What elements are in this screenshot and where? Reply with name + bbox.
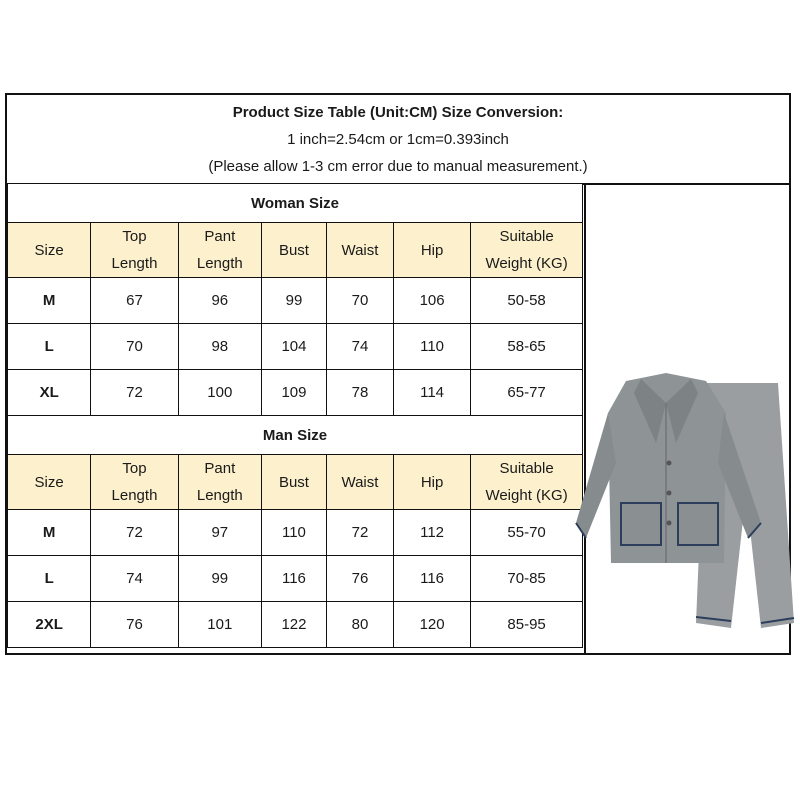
cell: 96 — [178, 278, 261, 324]
pajama-icon — [556, 373, 796, 643]
man-header-row — [8, 455, 583, 510]
cell: 72 — [91, 510, 178, 556]
cell: 99 — [261, 278, 326, 324]
size-chart-header — [7, 95, 789, 185]
col-bust: Bust — [261, 223, 326, 278]
cell: M — [8, 510, 91, 556]
cell: 74 — [326, 324, 393, 370]
woman-size-title: Woman Size — [8, 184, 583, 223]
cell: 72 — [91, 370, 178, 416]
cell: 2XL — [8, 602, 91, 648]
col-weight: Suitable Weight (KG) — [471, 223, 583, 278]
col-waist: Waist — [326, 455, 393, 510]
col-pant-length: Pant Length — [178, 455, 261, 510]
cell: 85-95 — [471, 602, 583, 648]
cell: 109 — [261, 370, 326, 416]
cell: M — [8, 278, 91, 324]
cell: 65-77 — [471, 370, 583, 416]
pajama-set-image — [584, 183, 789, 653]
size-table — [7, 183, 583, 648]
size-tables — [7, 183, 583, 648]
col-bust: Bust — [261, 455, 326, 510]
cell: 70-85 — [471, 556, 583, 602]
man-size-title: Man Size — [8, 416, 583, 455]
cell: 116 — [261, 556, 326, 602]
cell: 74 — [91, 556, 178, 602]
col-hip: Hip — [393, 223, 470, 278]
cell: 100 — [178, 370, 261, 416]
cell: 101 — [178, 602, 261, 648]
cell: 67 — [91, 278, 178, 324]
col-hip: Hip — [393, 455, 470, 510]
col-weight: Suitable Weight (KG) — [471, 455, 583, 510]
size-chart-frame — [5, 93, 791, 655]
cell: 98 — [178, 324, 261, 370]
cell: XL — [8, 370, 91, 416]
cell: 97 — [178, 510, 261, 556]
cell: 112 — [393, 510, 470, 556]
cell: 80 — [326, 602, 393, 648]
cell: 55-70 — [471, 510, 583, 556]
cell: 120 — [393, 602, 470, 648]
table-row — [8, 556, 583, 602]
table-row — [8, 510, 583, 556]
table-row — [8, 278, 583, 324]
cell: 70 — [326, 278, 393, 324]
cell: 50-58 — [471, 278, 583, 324]
header-note: (Please allow 1-3 cm error due to manual measurement.) — [208, 158, 588, 175]
header-conversion: 1 inch=2.54cm or 1cm=0.393inch — [287, 131, 509, 148]
cell: 122 — [261, 602, 326, 648]
cell: 78 — [326, 370, 393, 416]
col-waist: Waist — [326, 223, 393, 278]
cell: 76 — [326, 556, 393, 602]
cell: 106 — [393, 278, 470, 324]
cell: 76 — [91, 602, 178, 648]
col-size: Size — [8, 223, 91, 278]
cell: 58-65 — [471, 324, 583, 370]
table-row — [8, 370, 583, 416]
cell: 110 — [393, 324, 470, 370]
cell: 110 — [261, 510, 326, 556]
woman-header-row — [8, 223, 583, 278]
cell: 70 — [91, 324, 178, 370]
col-top-length: Top Length — [91, 223, 178, 278]
table-row — [8, 602, 583, 648]
cell: 104 — [261, 324, 326, 370]
cell: 99 — [178, 556, 261, 602]
col-size: Size — [8, 455, 91, 510]
cell: 116 — [393, 556, 470, 602]
table-row — [8, 324, 583, 370]
header-title: Product Size Table (Unit:CM) Size Conversion: — [232, 104, 564, 121]
col-pant-length: Pant Length — [178, 223, 261, 278]
cell: 72 — [326, 510, 393, 556]
cell: L — [8, 556, 91, 602]
col-top-length: Top Length — [91, 455, 178, 510]
cell: L — [8, 324, 91, 370]
cell: 114 — [393, 370, 470, 416]
